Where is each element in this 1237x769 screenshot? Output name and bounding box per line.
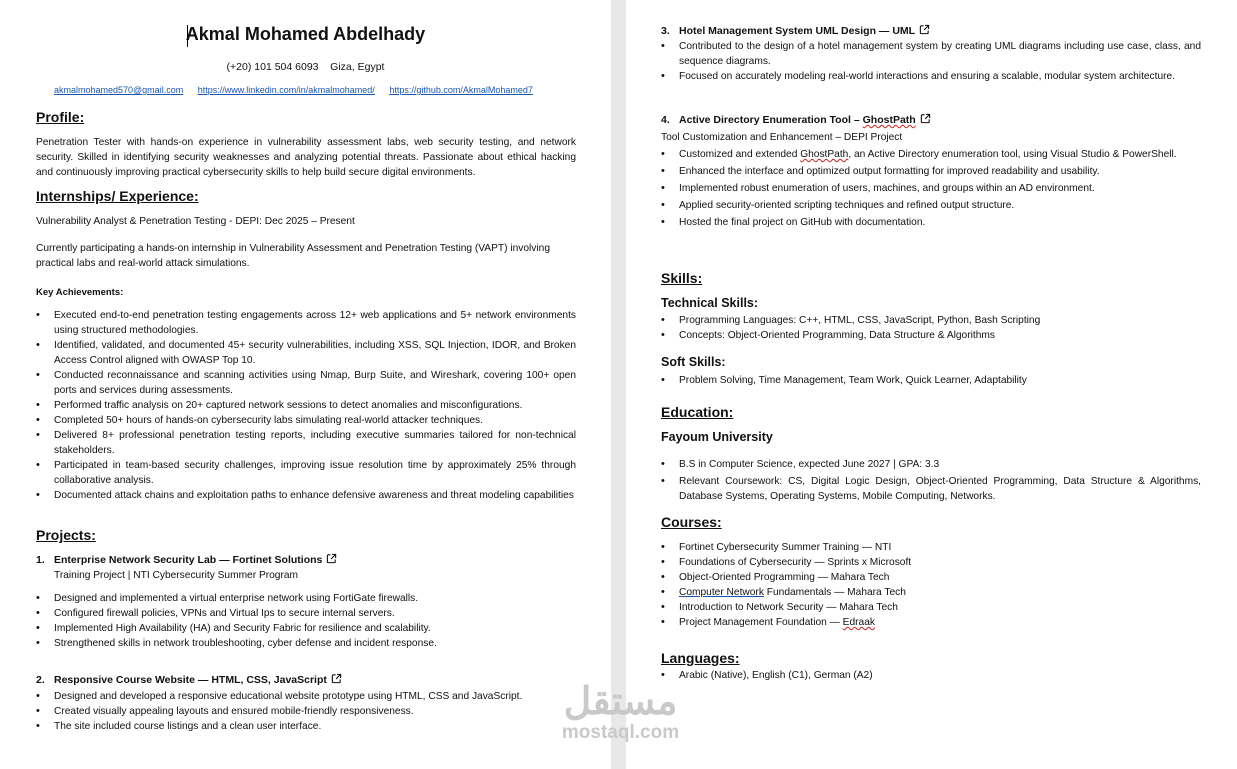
list-item: • Designed and developed a responsive educational website prototype using HTML, CSS and JavaScript. — [36, 689, 576, 704]
experience-heading: Internships/ Experience: — [36, 188, 199, 204]
github-link[interactable]: https://github.com/AkmalMohamed7 — [389, 85, 533, 95]
resume-page-1 — [0, 0, 611, 769]
project-4-tool: GhostPath — [862, 114, 916, 126]
external-link-icon[interactable] — [920, 113, 931, 124]
list-item: • Object-Oriented Programming — Mahara Tech — [661, 570, 1201, 585]
languages-heading: Languages: — [661, 650, 740, 666]
list-item: • Fortinet Cybersecurity Summer Training — NTI — [661, 540, 1201, 555]
list-item: • Identified, validated, and documented 45+ security vulnerabilities, including XSS, SQL Injection, IDOR, and Broken Access Control aligned with OWASP Top 10. — [36, 338, 576, 368]
watermark — [543, 682, 698, 744]
education-list — [661, 457, 1201, 504]
project-2-title — [36, 673, 342, 686]
watermark-arabic: مستقل — [563, 681, 678, 723]
profile-text: Penetration Tester with hands-on experience in vulnerability assessment labs, web security testing, and network security. Skilled in identifying security weaknesses and analyzing potential threats. Passionate about ethical hacking and continuously improving practical cybersecurity skills to help build secure digital environments. — [36, 137, 576, 178]
bullet-text: , an Active Directory enumeration tool, using Visual Studio & PowerShell. — [848, 149, 1177, 160]
list-item: • Concepts: Object-Oriented Programming, Data Structure & Algorithms — [661, 328, 1201, 343]
project-1-bullets — [36, 591, 576, 651]
list-item: • Created visually appealing layouts and ensured mobile-friendly responsiveness. — [36, 704, 576, 719]
technical-skills-list — [661, 313, 1201, 343]
projects-heading: Projects: — [36, 527, 96, 543]
project-2-name: Responsive Course Website — HTML, CSS, JavaScript — [54, 674, 327, 686]
list-item: • Problem Solving, Time Management, Team Work, Quick Learner, Adaptability — [661, 373, 1201, 388]
courses-list — [661, 540, 1201, 630]
list-item: • Enhanced the interface and optimized output formatting for improved readability and usability. — [661, 164, 1201, 179]
courses-heading: Courses: — [661, 514, 722, 530]
list-item: • The site included course listings and a clean user interface. — [36, 719, 576, 734]
list-item: • Implemented robust enumeration of users, machines, and groups within an AD environment. — [661, 181, 1201, 196]
list-item: • Conducted reconnaissance and scanning activities using Nmap, Burp Suite, and Wireshark, covering 100+ open ports and services during assessments. — [36, 368, 576, 398]
achievements-list — [36, 308, 576, 503]
profile-heading: Profile: — [36, 109, 85, 125]
project-4-title — [661, 113, 931, 126]
list-item: • Participated in team-based security challenges, improving issue resolution time by approximately 25% through collaborative analysis. — [36, 458, 576, 488]
project-4-subtitle: Tool Customization and Enhancement – DEPI Project — [661, 132, 903, 143]
external-link-icon[interactable] — [326, 553, 337, 564]
list-item: • Designed and implemented a virtual enterprise network using FortiGate firewalls. — [36, 591, 576, 606]
experience-description: Currently participating a hands-on internship in Vulnerability Assessment and Penetration Testing (VAPT) involving practical labs and real-world attack simulations. — [36, 243, 550, 269]
tool-name: GhostPath — [800, 149, 849, 160]
project-3-bullets — [661, 39, 1201, 84]
watermark-latin: mostaql.com — [561, 722, 680, 743]
list-item: • Hosted the final project on GitHub with documentation. — [661, 215, 1201, 230]
contact-links — [54, 85, 545, 95]
soft-skills-list — [661, 373, 1201, 388]
experience-role: Vulnerability Analyst & Penetration Testing - DEPI: Dec 2025 – Present — [36, 216, 355, 227]
project-4-bullets — [661, 147, 1201, 230]
project-1-number: 1. — [36, 554, 45, 566]
list-item: • Contributed to the design of a hotel management system by creating UML diagrams including use case, class, and sequence diagrams. — [661, 39, 1201, 69]
bullet-text: Customized and extended — [679, 149, 801, 160]
list-item: • Implemented High Availability (HA) and Security Fabric for resilience and scalability. — [36, 621, 576, 636]
linkedin-link[interactable]: https://www.linkedin.com/in/akmalmohamed/ — [197, 85, 375, 95]
course-org: Edraak — [842, 617, 875, 628]
languages-list — [661, 668, 1201, 683]
list-item: • Strengthened skills in network troubleshooting, cyber defense and incident response. — [36, 636, 576, 651]
list-item: • Applied security-oriented scripting techniques and refined output structure. — [661, 198, 1201, 213]
list-item: • Focused on accurately modeling real-world interactions and ensuring a scalable, modular system architecture. — [661, 69, 1201, 84]
external-link-icon[interactable] — [331, 673, 342, 684]
contact-line — [0, 61, 611, 73]
skills-heading: Skills: — [661, 270, 703, 286]
candidate-name[interactable]: Akmal Mohamed Abdelhady — [185, 24, 426, 44]
location: Giza, Egypt — [330, 61, 385, 73]
list-item: • Documented attack chains and exploitation paths to enhance defensive awareness and threat modeling capabilities — [36, 488, 576, 503]
technical-skills-heading: Technical Skills: — [661, 296, 759, 310]
list-item: • Delivered 8+ professional penetration testing reports, including executive summaries tailored for non-technical stakeholders. — [36, 428, 576, 458]
project-3-number: 3. — [661, 25, 670, 37]
course-text: Fundamentals — Mahara Tech — [763, 587, 906, 598]
list-item — [661, 147, 1201, 162]
list-item: • Executed end-to-end penetration testing engagements across 12+ web applications and 5+ network environments using structured methodologies. — [36, 308, 576, 338]
education-heading: Education: — [661, 404, 734, 420]
list-item: • Performed traffic analysis on 20+ captured network sessions to detect anomalies and misconfigurations. — [36, 398, 576, 413]
achievements-heading: Key Achievements: — [36, 287, 124, 298]
project-1-subtitle: Training Project | NTI Cybersecurity Summer Program — [54, 570, 299, 581]
course-text: Project Management Foundation — — [679, 617, 843, 628]
project-2-number: 2. — [36, 674, 45, 686]
list-item: • Configured firewall policies, VPNs and Virtual Ips to secure internal servers. — [36, 606, 576, 621]
project-1-name: Enterprise Network Security Lab — Fortinet Solutions — [54, 554, 323, 566]
soft-skills-heading: Soft Skills: — [661, 355, 726, 369]
list-item: • Introduction to Network Security — Mahara Tech — [661, 600, 1201, 615]
list-item: • Programming Languages: C++, HTML, CSS, JavaScript, Python, Bash Scripting — [661, 313, 1201, 328]
phone: (+20) 101 504 6093 — [226, 61, 319, 73]
external-link-icon[interactable] — [919, 24, 930, 35]
university-name: Fayoum University — [661, 430, 773, 444]
resume-page-2 — [626, 0, 1237, 769]
email-link[interactable]: akmalmohamed570@gmail.com — [54, 85, 184, 95]
project-3-title — [661, 24, 930, 37]
project-1-title — [36, 553, 337, 566]
list-item: • Arabic (Native), English (C1), German (A2) — [661, 668, 1201, 683]
list-item: • Foundations of Cybersecurity — Sprints x Microsoft — [661, 555, 1201, 570]
list-item: • Completed 50+ hours of hands-on cybersecurity labs simulating real-world attacker techniques. — [36, 413, 576, 428]
course-link[interactable]: Computer Network — [679, 587, 764, 598]
project-2-bullets — [36, 689, 576, 734]
list-item: • Relevant Coursework: CS, Digital Logic Design, Object-Oriented Programming, Data Structure & Algorithms, Database Systems, Operating Systems, Mobile Computing, Networks. — [661, 474, 1201, 504]
project-3-name: Hotel Management System UML Design — UML — [679, 25, 916, 37]
list-item — [661, 615, 1201, 630]
list-item: • B.S in Computer Science, expected June 2027 | GPA: 3.3 — [661, 457, 1201, 472]
project-4-number: 4. — [661, 114, 670, 126]
project-4-name: Active Directory Enumeration Tool – — [679, 114, 863, 126]
list-item — [661, 585, 1201, 600]
